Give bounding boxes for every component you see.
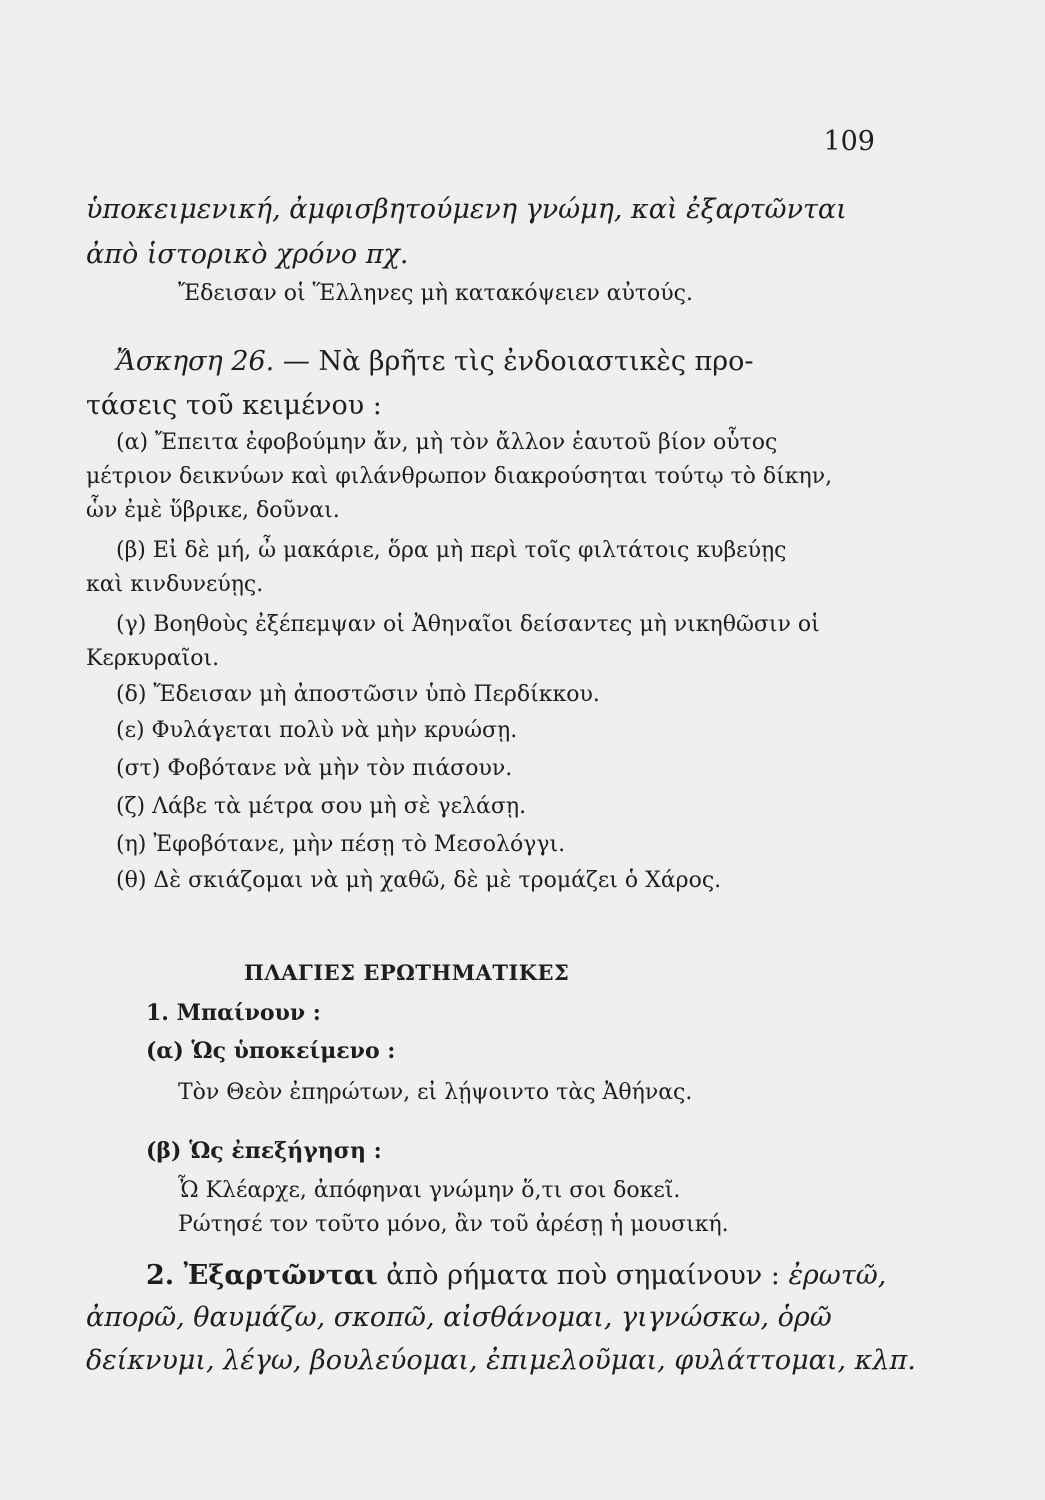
exercise-item: (α) Ἔπειτα ἐφοβούμην ἄν, μὴ τὸν ἄλλον ἑαυτοῦ βίον οὗτος	[116, 430, 778, 455]
exercise-item: μέτριον δεικνύων καὶ φιλάνθρωπον διακρούσηται τούτῳ τὸ δίκην,	[86, 464, 833, 489]
exercise-instruction-2: τάσεις τοῦ κειμένου :	[86, 390, 382, 421]
exercise-instruction-1: — Νὰ βρῆτε τὶς ἐνδοιαστικὲς προ-	[282, 346, 754, 377]
subsection-1: 1. Μπαίνουν :	[146, 1000, 321, 1026]
subsection-2-text: ἀπὸ ρήματα ποὺ σημαίνουν :	[386, 1260, 780, 1291]
exercise-item: (ε) Φυλάγεται πολὺ νὰ μὴν κρυώσῃ.	[116, 718, 518, 743]
exercise-item: (θ) Δὲ σκιάζομαι νὰ μὴ χαθῶ, δὲ μὲ τρομάζει ὁ Χάρος.	[116, 868, 722, 893]
exercise-label: Ἄσκηση 26.	[116, 346, 275, 377]
exercise-item: (δ) Ἔδεισαν μὴ ἀποστῶσιν ὑπὸ Περδίκκου.	[116, 682, 600, 707]
exercise-item: Κερκυραῖοι.	[86, 646, 220, 671]
exercise-item: (γ) Βοηθοὺς ἐξέπεμψαν οἱ Ἀθηναῖοι δείσαντες μὴ νικηθῶσιν οἱ	[116, 612, 820, 637]
exercise-item: (η) Ἐφοβότανε, μὴν πέσῃ τὸ Μεσολόγγι.	[116, 832, 566, 857]
subsection-1a: (α) Ὡς ὑποκείμενο :	[146, 1038, 396, 1064]
intro-line-2: ἀπὸ ἱστορικὸ χρόνο πχ.	[86, 239, 409, 270]
exercise-item: (β) Εἰ δὲ μή, ὦ μακάριε, ὅρα μὴ περὶ τοῖς φιλτάτοις κυβεύῃς	[116, 538, 787, 563]
subsection-1b-example-1: Ὦ Κλέαρχε, ἀπόφηναι γνώμην ὅ,τι σοι δοκεῖ.	[178, 1178, 681, 1203]
subsection-2-line-2: ἀπορῶ, θαυμάζω, σκοπῶ, αἰσθάνομαι, γιγνώσκω, ὁρῶ	[86, 1302, 832, 1333]
exercise-item: (ζ) Λάβε τὰ μέτρα σου μὴ σὲ γελάσῃ.	[116, 794, 527, 819]
subsection-2-label: 2. Ἐξαρτῶνται	[146, 1260, 378, 1291]
section-heading: ΠΛΑΓΙΕΣ ΕΡΩΤΗΜΑΤΙΚΕΣ	[244, 960, 570, 985]
exercise-header	[116, 348, 754, 375]
subsection-1b: (β) Ὡς ἐπεξήγηση :	[146, 1138, 382, 1164]
subsection-1b-example-2: Ρώτησέ τον τοῦτο μόνο, ἂν τοῦ ἀρέσῃ ἡ μουσική.	[178, 1212, 729, 1237]
subsection-1a-example: Τὸν Θεὸν ἐπηρώτων, εἰ λῄψοιντο τὰς Ἀθήνας.	[178, 1080, 693, 1105]
subsection-2-verb: ἐρωτῶ,	[788, 1260, 887, 1291]
page-number: 109	[823, 126, 875, 157]
exercise-item: καὶ κινδυνεύῃς.	[86, 572, 264, 597]
subsection-2-line-1	[146, 1262, 886, 1289]
subsection-2-line-3: δείκνυμι, λέγω, βουλεύομαι, ἐπιμελοῦμαι, φυλάττομαι, κλπ.	[86, 1345, 916, 1376]
intro-example: Ἔδεισαν οἱ Ἕλληνες μὴ κατακόψειεν αὐτούς.	[178, 281, 693, 306]
intro-line-1: ὑποκειμενική, ἀμφισβητούμενη γνώμη, καὶ ἐξαρτῶνται	[86, 194, 847, 225]
exercise-item: ὧν ἐμὲ ὕβρικε, δοῦναι.	[86, 498, 340, 523]
exercise-item: (στ) Φοβότανε νὰ μὴν τὸν πιάσουν.	[116, 756, 513, 781]
